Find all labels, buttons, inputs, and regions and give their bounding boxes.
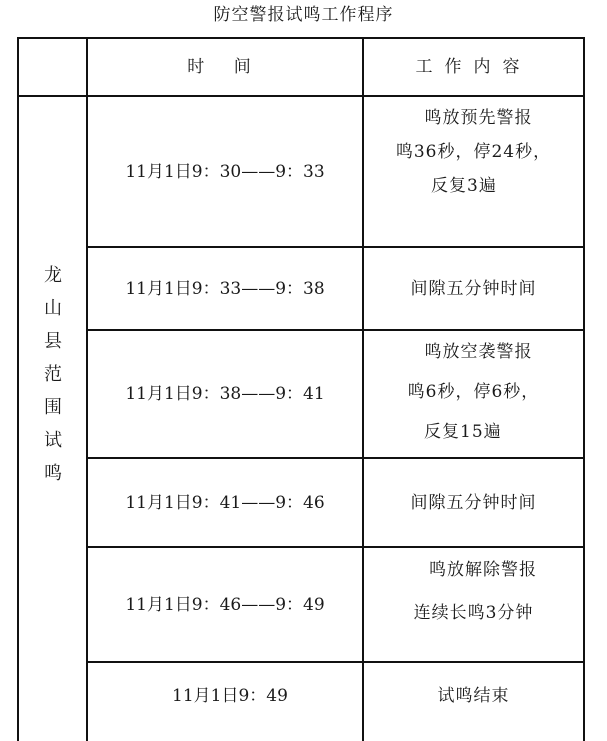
work-line: 反复3遍: [431, 176, 497, 196]
header-work: 工作内容: [415, 57, 532, 77]
work-line: 连续长鸣3分钟: [413, 603, 534, 623]
work-line: 反复15遍: [424, 422, 502, 442]
work-line: 鸣放预先警报: [424, 108, 533, 128]
page-title: 防空警报试鸣工作程序: [213, 5, 394, 25]
cursor-mark: [583, 547, 585, 562]
work-line: 鸣6秒，停6秒，: [407, 382, 540, 402]
row-4-work: 间隙五分钟时间: [410, 492, 537, 513]
region-label: [17, 265, 86, 555]
work-line: 鸣放空袭警报: [424, 342, 533, 362]
work-line: 鸣放解除警报: [429, 560, 537, 580]
row-3-work: [364, 331, 583, 457]
row-6-time: 11月1日9：49: [172, 686, 288, 706]
table-border-right: [583, 37, 585, 741]
row-4-time: 11月1日9：41——9：46: [125, 492, 325, 513]
row-2-time: 11月1日9：33——9：38: [125, 278, 325, 299]
region-label-text: 龙山县范围试鸣: [41, 265, 62, 496]
row-1-work: [364, 97, 583, 246]
row-5-time: 11月1日9：46——9：49: [125, 594, 325, 615]
work-line: 鸣36秒，停24秒，: [395, 142, 552, 162]
row-3-time: 11月1日9：38——9：41: [125, 384, 325, 404]
header-time: 时 间: [187, 57, 263, 77]
row-5-work: [364, 548, 583, 661]
row-6-work: 试鸣结束: [437, 686, 510, 706]
row-1-time: 11月1日9：30——9：33: [125, 161, 325, 182]
row-2-work: 间隙五分钟时间: [410, 278, 537, 299]
